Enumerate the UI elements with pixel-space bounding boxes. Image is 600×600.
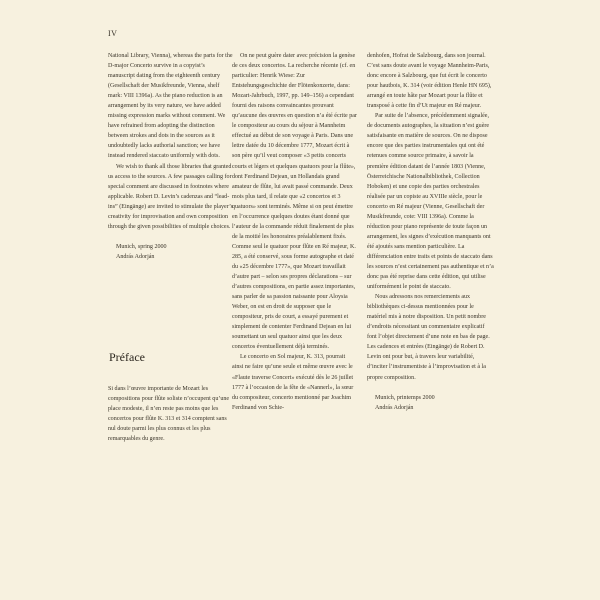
- page-number: IV: [108, 29, 118, 38]
- french-column-1: [108, 384, 233, 444]
- place-date: Munich, printemps 2000: [375, 394, 435, 401]
- french-paragraph: Si dans l’œuvre importante de Mozart les compositions pour flûte soliste n’occupent qu’une place modeste, il n’en reste pas moins que les concertos pour flûte K. 313 et 314 comptent sans nul doute parmi les plus connus et les plus remarquables du genre.: [108, 386, 230, 443]
- author-signature: András Adorján: [116, 253, 155, 260]
- preface-heading: Préface: [109, 350, 145, 364]
- english-paragraph: We wish to thank all those libraries that granted us access to the sources. A few passages calling for special comment are discussed in footnotes where applicable. Robert D. Levin’s cadenzas and “lead-ins” (Eingänge) are invited to stimulate the player’s creativity for improvisation and own composition through the given possibilities of multiple choices.: [108, 163, 233, 230]
- english-column: [108, 51, 233, 262]
- french-paragraph: Nous adressons nos remerciements aux bibliothèques ci-dessus mentionnées pour le matériel mis à notre disposition. Un petit nombre d’endroits nécessitant un commentaire explicatif font l’objet directement d’une note en bas de page. Les cadences et entrées (Eingänge) de Robert D. Levin ont pour but, à travers leur variabilité, d’inciter l’instrumentiste à l’improvisation et à la propre composition.: [367, 294, 490, 381]
- place-date: Munich, spring 2000: [116, 243, 167, 250]
- french-paragraph: Par suite de l’absence, précédemment signalée, de documents autographes, la situation n’est guère satisfaisante en matière de sources. On ne dispose encore que des parties instrumentales qui ont été retenues comme source primaire, à savoir la première édition datant de l’année 1803 (Vienne, Österreichische Nationalbibliothek, Collection Hoboken) et une copie des parties orchestrales réalisée par un copiste au XVIIIe siècle, pour le concerto en Ré majeur (Vienne, Gesellschaft der Musikfreunde, cote: VIII 1396a). Comme la réduction pour piano représente de toute façon un arrangement, les signes d’exécution manquants ont été ajoutés sans mention particulière. La différenciation entre traits et points de staccato dans les sources n’est certainement pas authentique et n’a donc pas été reprise dans cette édition, qui utilise uniformément le point de staccato.: [367, 113, 494, 291]
- french-paragraph: On ne peut guère dater avec précision la genèse de ces deux concertos. La recherche récente (cf. en particulier: Henrik Wiese: Zur Entstehungsgeschichte der Flötenkonzerte, dans: Mozart-Jahrbuch, 1997, pp. 149–156) a cependant fourni des raisons convaincantes prouvant qu’aucune des œuvres en question n’a été écrite par le compositeur au cours du séjour à Mannheim effectué au début de son voyage à Paris. Dans une lettre datée du 10 décembre 1777, Mozart écrit à son père qu’il veut composer «3 petits concerts courts et légers et quelques quatuors pour la flûte», dont Ferdinand Dejean, un Hollandais grand amateur de flûte, lui avait passé commande. Deux mois plus tard, il relate que «2 concertos et 3 quatuors» sont terminés. Même si on peut émettre en l’occurrence quelques doutes étant donné que l’auteur de la commande réduit finalement de plus de la moitié les honoraires préalablement fixés. Comme seul le quatuor pour flûte en Ré majeur, K. 285, a été conservé, sous forme autographe et daté du «25 décembre 1777», que Mozart travaillait d’autre part – selon ses propres déclarations – sur d’autres compositions, en partie assez importantes, sans parler de sa passion naissante pour Aloysia Weber, on est en droit de supposer que le compositeur, pris de court, a essayé purement et simplement de contenter Ferdinand Dejean en lui soumettant un seul quatuor ainsi que les deux concertos éventuellement déjà terminés.: [232, 53, 357, 351]
- author-signature: András Adorján: [375, 404, 414, 411]
- french-paragraph: Le concerto en Sol majeur, K. 313, pourrait ainsi ne faire qu’une seule et même œuvre avec le «Flaute traverse Concert» exécuté dès le 26 juillet 1777 à l’occasion de la fête de «Nannerl», la sœur du compositeur, concerto mentionné par Joachim Ferdinand von Schie-: [232, 354, 354, 411]
- french-paragraph: denhofen, Hofrat de Salzbourg, dans son journal. C’est sans doute avant le voyage Mannheim-Paris, donc encore à Salzbourg, que fut écrit le concerto pour hautbois, K. 314 (voir édition Henle HN 695), arrangé en toute hâte par Mozart pour la flûte et transposé à cette fin d’Ut majeur en Ré majeur.: [367, 53, 492, 110]
- french-column-2: [232, 51, 358, 413]
- french-column-3: [367, 51, 495, 413]
- english-paragraph: National Library, Vienna), whereas the parts for the D-major Concerto survive in a copyist’s manuscript dating from the eighteenth century (Gesellschaft der Musikfreunde, Vienna, shelf mark: VIII 1396a). As the piano reduction is an arrangement by its very nature, we have added missing expression marks without comment. We have refrained from adopting the distinction between strokes and dots in the sources as it undoubtedly lacks authorial sanction; we have instead rendered staccato uniformly with dots.: [108, 53, 233, 160]
